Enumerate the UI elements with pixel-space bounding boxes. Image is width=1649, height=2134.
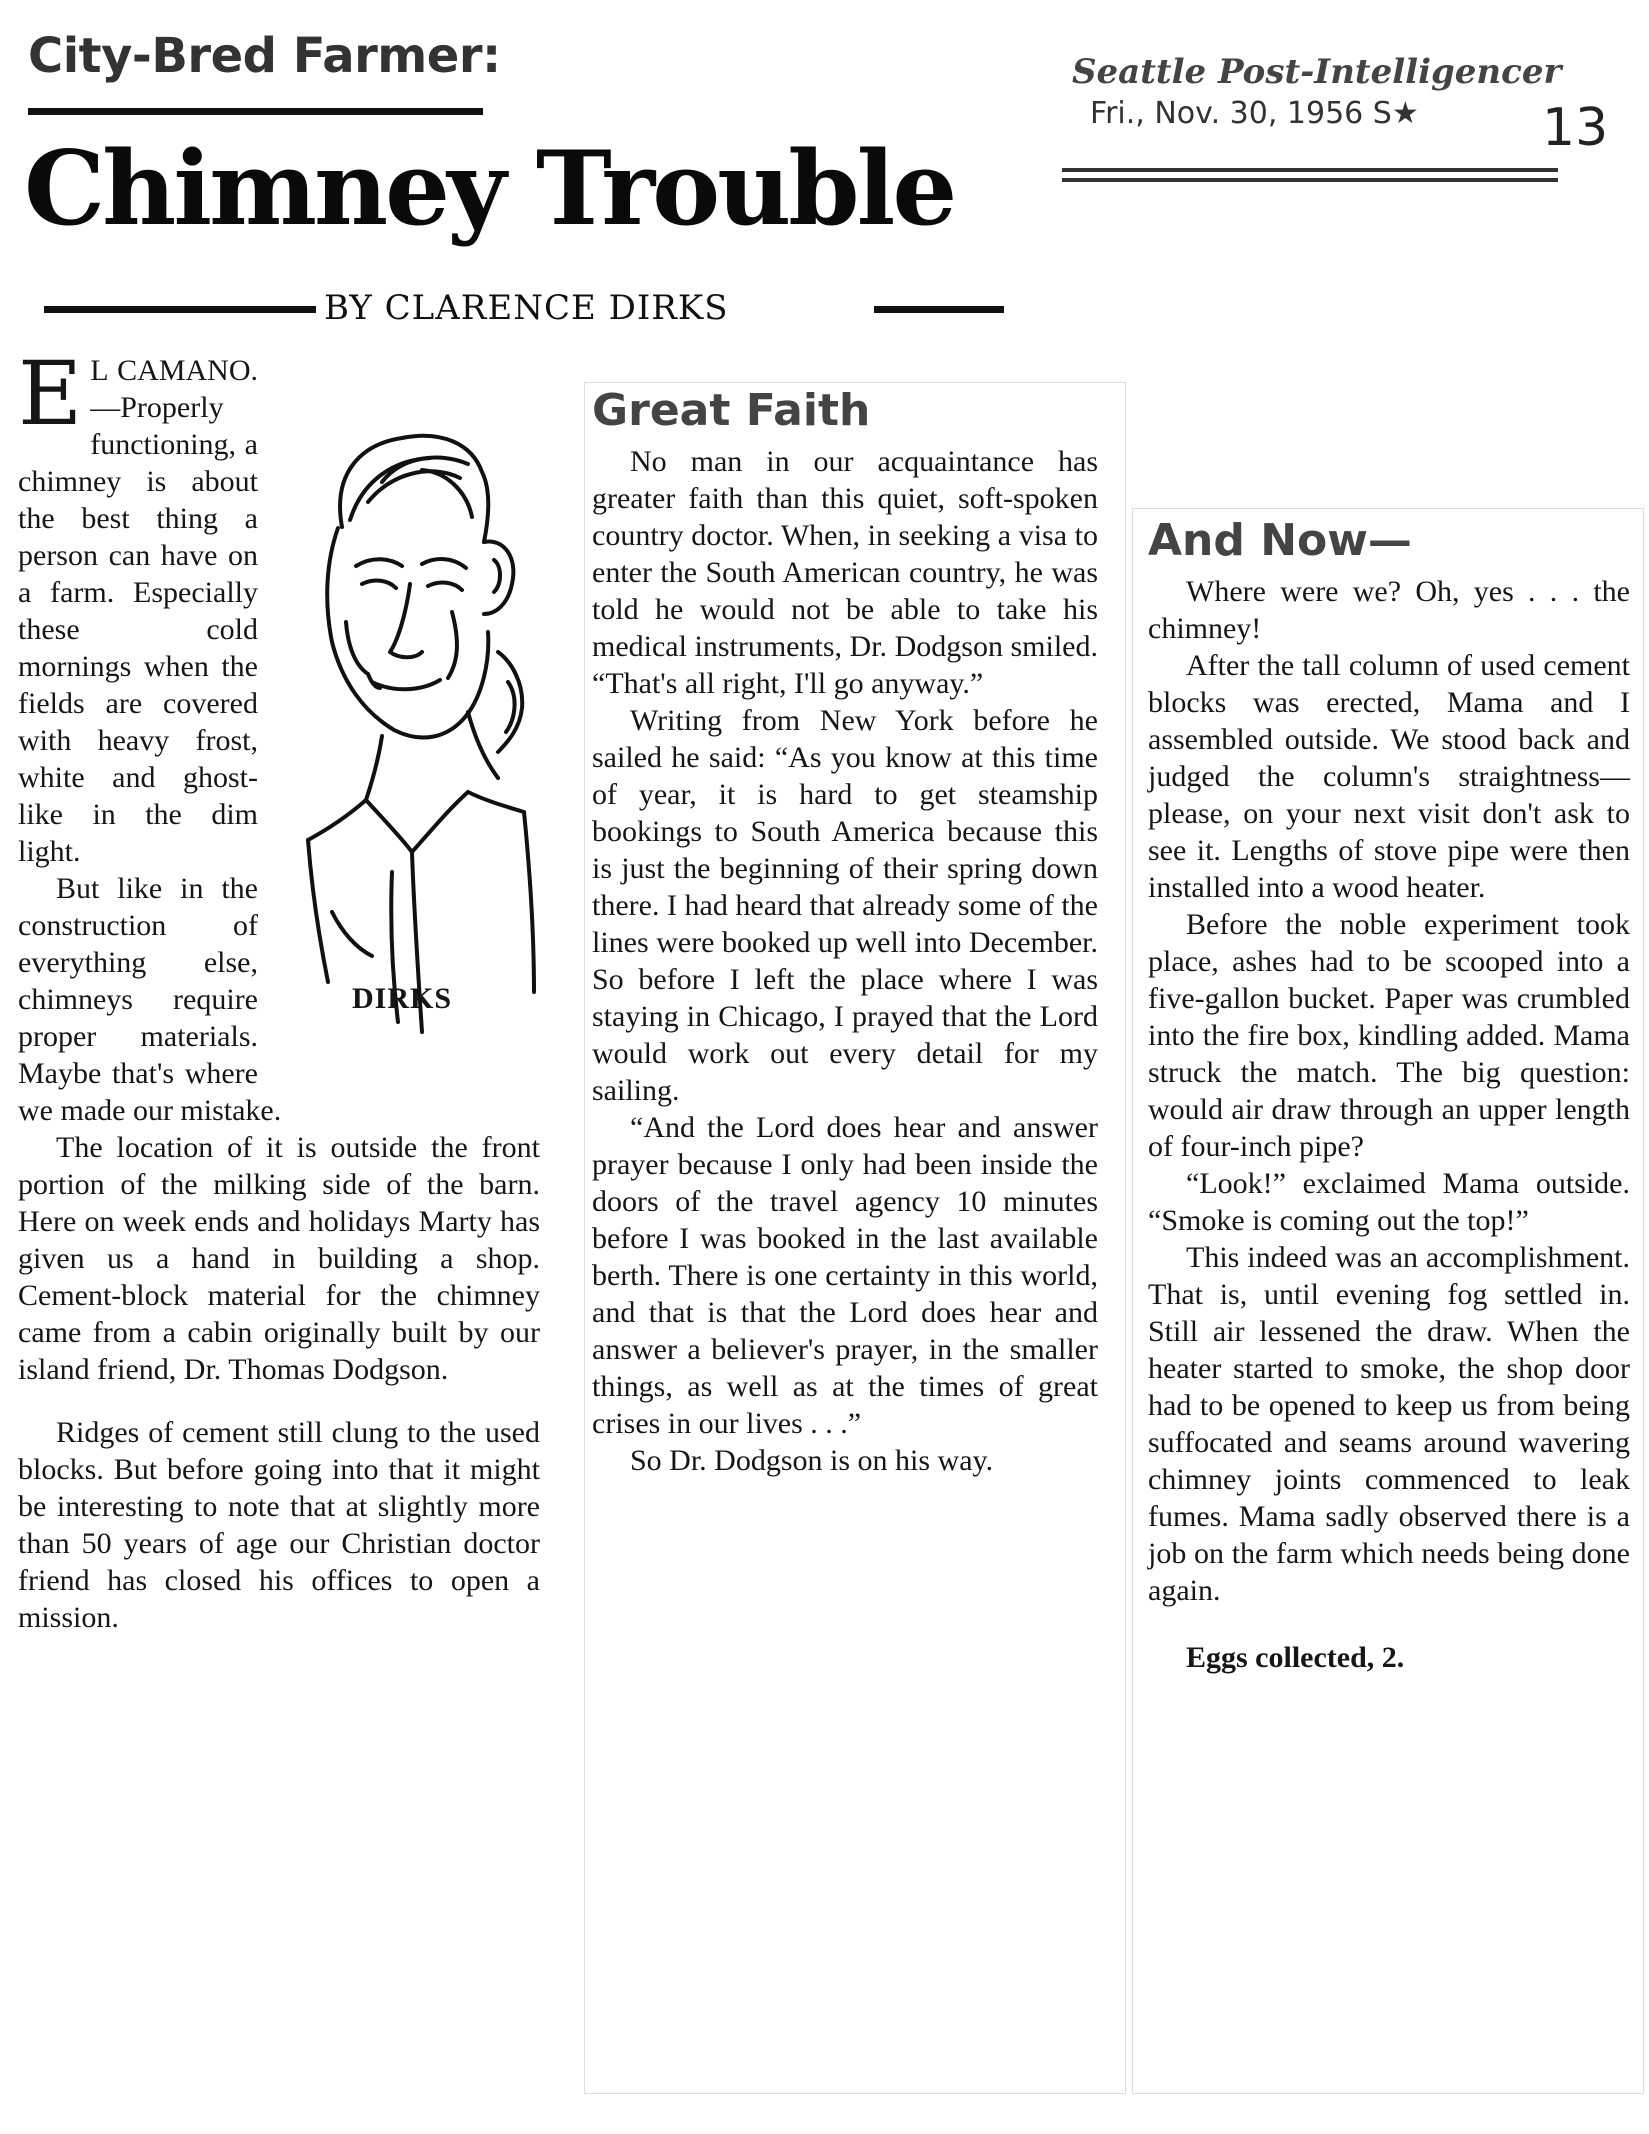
byline-rule-right [874,306,1004,313]
drop-cap: E [18,342,83,445]
portrait-sketch-icon [272,352,540,1052]
masthead-rule-2 [1062,178,1558,182]
paragraph-3-1: Where were we? Oh, yes . . . the chimney! [1148,575,1630,645]
subhead-and-now: And Now— [1148,515,1412,566]
paragraph-1-3: The location of it is outside the front portion of the milking side of the barn. Here on week ends and holidays Marty has given us a hand in building a shop. Cement-block material for the chimney came from a cabin originally built by our island friend, Dr. Thomas Dodgson. [18,1131,540,1386]
paragraph-1-2: But like in the construction of everything else, chimneys require proper materials. Maybe that's where we made our mistake. [18,872,282,1127]
byline-rule-left [44,306,316,313]
masthead [1072,52,1592,131]
newspaper-name: Seattle Post-Intelligencer [1072,52,1562,92]
paragraph-1-1: E L CAMANO.—Properly functioning, a chimney is about the best thing a person can have on a farm. Especially these cold mornings when the fields are covered with heavy frost, white and ghost-like in the dim light. [18,342,258,868]
headline: Chimney Trouble [24,129,955,249]
article-column-3 [1148,515,1630,2082]
article-column-2 [592,385,1098,2092]
kicker-rule [28,108,483,115]
subhead-great-faith: Great Faith [592,385,871,436]
signoff: Eggs collected, 2. [1186,1641,1405,1674]
byline: BY CLARENCE DIRKS [324,288,729,328]
paragraph-2-3: “And the Lord does hear and answer prayer because I only had been inside the doors of the travel agency 10 minutes before I was booked in the last available berth. There is one certainty in this world, and that is that the Lord does hear and answer a believer's prayer, in the smaller things, as well as at the times of great crises in our lives . . .” [592,1111,1098,1440]
paragraph-2-1: No man in our acquaintance has greater faith than this quiet, soft-spoken country doctor. When, in seeking a visa to enter the South American country, he was told he would not be able to take his medical instruments, Dr. Dodgson smiled. “That's all right, I'll go anyway.” [592,445,1098,700]
paragraph-2-2: Writing from New York before he sailed he said: “As you know at this time of year, it is hard to get steamship bookings to South America because this is just the beginning of their spring down there. I had heard that already some of the lines were booked up well into December. So before I left the place where I was staying in Chicago, I prayed that the Lord would work out every detail for my sailing. [592,704,1098,1107]
portrait-caption: DIRKS [352,982,453,1015]
issue-date: Fri., Nov. 30, 1956 S★ [1090,96,1419,131]
paragraph-2-4: So Dr. Dodgson is on his way. [630,1444,994,1477]
masthead-rule [1062,168,1558,172]
byline-bar [44,288,974,332]
portrait [272,352,540,1072]
paragraph-3-5: This indeed was an accomplishment. That is, until evening fog settled in. Still air lessened the draw. When the heater started to smoke, the shop door had to be opened to keep us from being suffocated and seams around wavering chimney joints commenced to leak fumes. Mama sadly observed there is a job on the farm which needs being done again. [1148,1241,1630,1607]
kicker-headline: City-Bred Farmer: [28,28,501,84]
paragraph-3-3: Before the noble experiment took place, ashes had to be scooped into a five-gallon bucket. Paper was crumbled into the fire box, kindling added. Mama struck the match. The big question: would air draw through an upper length of four-inch pipe? [1148,908,1630,1163]
paragraph-3-4: “Look!” exclaimed Mama outside. “Smoke is coming out the top!” [1148,1167,1630,1237]
paragraph-1-4: Ridges of cement still clung to the used blocks. But before going into that it might be interesting to note that at slightly more than 50 years of age our Christian doctor friend has closed his offices to open a mission. [18,1416,540,1634]
article-column-1 [18,342,540,2072]
page-number: 13 [1542,98,1609,158]
paragraph-3-2: After the tall column of used cement blocks was erected, Mama and I assembled outside. We stood back and judged the column's straightness—please, on your next visit don't ask to see it. Lengths of stove pipe were then installed into a wood heater. [1148,649,1630,904]
